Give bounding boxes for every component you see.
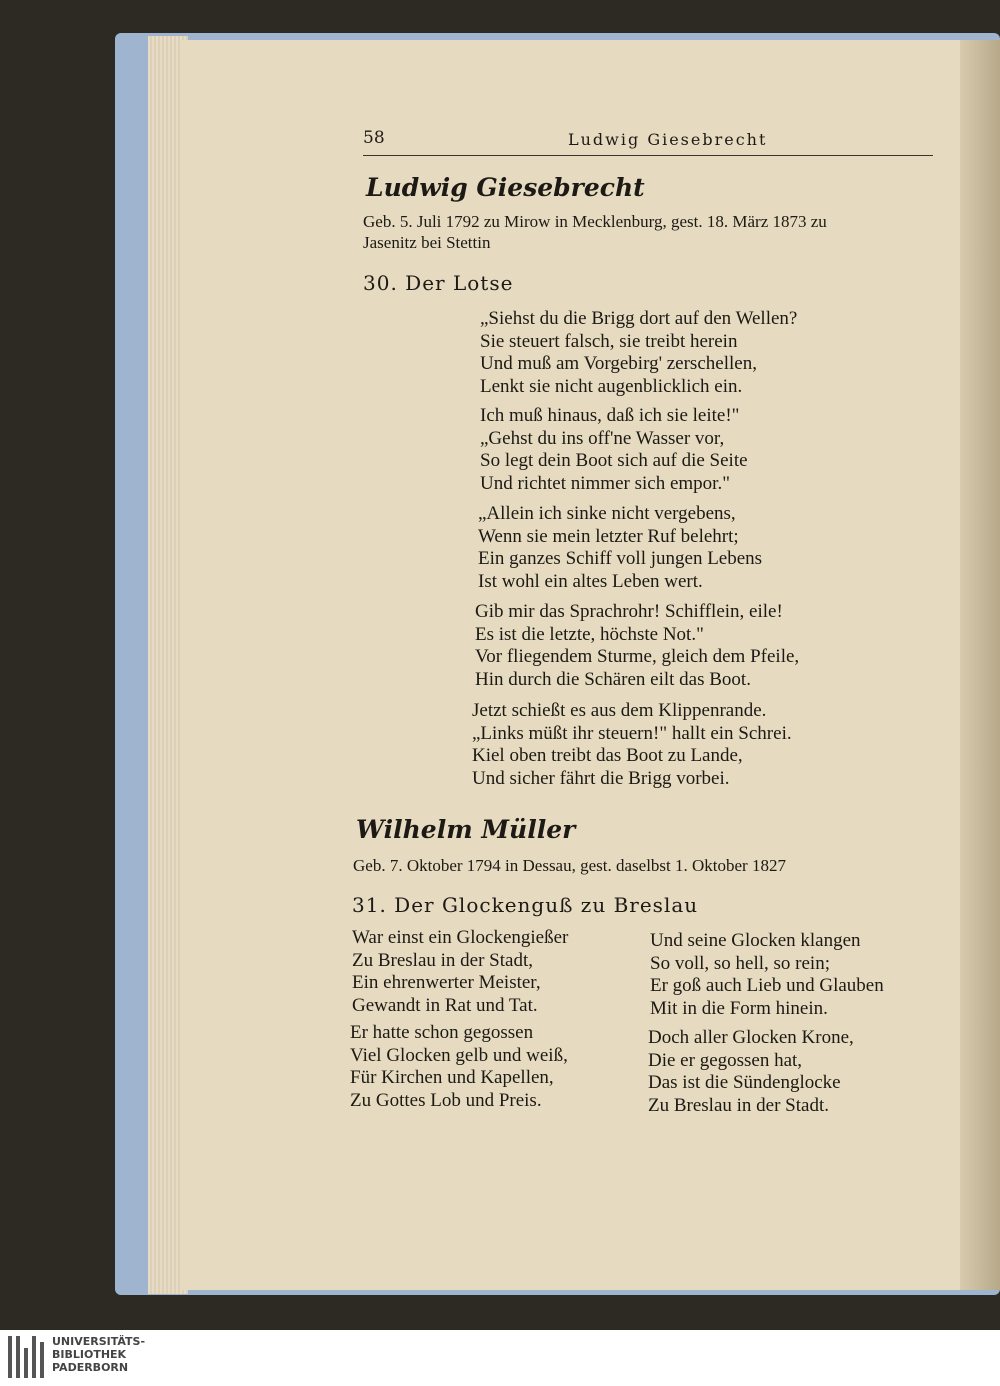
verse-line: Mit in die Form hinein. [650, 997, 828, 1019]
poem-stanza [648, 1027, 854, 1117]
poem-title: 30. Der Lotse [363, 271, 514, 295]
verse-line: Für Kirchen und Kapellen, [350, 1067, 554, 1089]
verse-line: Hin durch die Schären eilt das Boot. [475, 668, 751, 690]
verse-line: Zu Gottes Lob und Preis. [350, 1089, 542, 1111]
author-bio-line: Geb. 5. Juli 1792 zu Mirow in Mecklenburg, gest. 18. März 1873 zu [363, 212, 827, 231]
verse-line: Lenkt sie nicht augenblicklich ein. [480, 375, 743, 397]
poem-stanza [480, 308, 797, 398]
library-footer [0, 1330, 1000, 1386]
page-number: 58 [363, 128, 385, 148]
gutter-shadow [960, 40, 1000, 1290]
verse-line: „Links müßt ihr steuern!" hallt ein Schrei. [472, 722, 792, 744]
verse-line: Sie steuert falsch, sie treibt herein [480, 330, 738, 352]
verse-line: Doch aller Glocken Krone, [648, 1027, 854, 1048]
poem-stanza [352, 927, 568, 1017]
poem-stanza [475, 601, 799, 691]
logo-line: UNIVERSITÄTS- [52, 1335, 146, 1348]
library-logo-text [52, 1335, 145, 1374]
author-bio-line: Jasenitz bei Stettin [363, 233, 491, 252]
author-bio-line: Geb. 7. Oktober 1794 in Dessau, gest. daselbst 1. Oktober 1827 [353, 856, 786, 875]
header-rule [363, 155, 933, 156]
verse-line: Gewandt in Rat und Tat. [352, 994, 538, 1016]
verse-line: War einst ein Glockengießer [352, 927, 569, 948]
verse-line: Es ist die letzte, höchste Not." [475, 623, 704, 645]
verse-line: Ich muß hinaus, daß ich sie leite!" [480, 405, 740, 426]
verse-line: Zu Breslau in der Stadt, [352, 949, 533, 971]
verse-line: Zu Breslau in der Stadt. [648, 1094, 829, 1116]
verse-line: „Siehst du die Brigg dort auf den Wellen? [480, 308, 798, 329]
verse-line: Wenn sie mein letzter Ruf belehrt; [478, 525, 739, 547]
verse-line: „Allein ich sinke nicht vergebens, [478, 503, 736, 524]
verse-line: Und seine Glocken klangen [650, 930, 861, 951]
verse-line: Und sicher fährt die Brigg vorbei. [472, 767, 730, 789]
verse-line: So voll, so hell, so rein; [650, 952, 830, 974]
verse-line: Er goß auch Lieb und Glauben [650, 975, 884, 997]
verse-line: Kiel oben treibt das Boot zu Lande, [472, 745, 743, 767]
poem-stanza [480, 405, 748, 495]
verse-line: Ist wohl ein altes Leben wert. [478, 570, 703, 592]
running-head: Ludwig Giesebrecht [568, 130, 768, 149]
poem-title: 31. Der Glockenguß zu Breslau [352, 893, 699, 917]
verse-line: Viel Glocken gelb und weiß, [350, 1044, 568, 1066]
poem-stanza [350, 1022, 568, 1112]
poem-stanza [478, 503, 762, 593]
verse-line: Und richtet nimmer sich empor." [480, 472, 730, 494]
poem-stanza [650, 930, 884, 1020]
verse-line: Ein ehrenwerter Meister, [352, 972, 541, 994]
verse-line: Die er gegossen hat, [648, 1049, 803, 1071]
verse-line: Und muß am Vorgebirg' zerschellen, [480, 353, 757, 375]
verse-line: Er hatte schon gegossen [350, 1022, 534, 1043]
verse-line: Jetzt schießt es aus dem Klippenrande. [472, 700, 767, 721]
library-logo-icon [8, 1336, 46, 1378]
verse-line: „Gehst du ins off'ne Wasser vor, [480, 427, 725, 449]
verse-line: Gib mir das Sprachrohr! Schifflein, eile! [475, 601, 783, 622]
author-heading: Ludwig Giesebrecht [366, 173, 645, 202]
verse-line: So legt dein Boot sich auf die Seite [480, 450, 748, 472]
logo-line: BIBLIOTHEK [52, 1348, 127, 1361]
logo-line: PADERBORN [52, 1361, 129, 1374]
verse-line: Ein ganzes Schiff voll jungen Lebens [478, 548, 763, 570]
author-heading: Wilhelm Müller [356, 815, 576, 844]
verse-line: Das ist die Sündenglocke [648, 1072, 841, 1094]
poem-stanza [472, 700, 792, 790]
verse-line: Vor fliegendem Sturme, gleich dem Pfeile, [475, 646, 800, 668]
